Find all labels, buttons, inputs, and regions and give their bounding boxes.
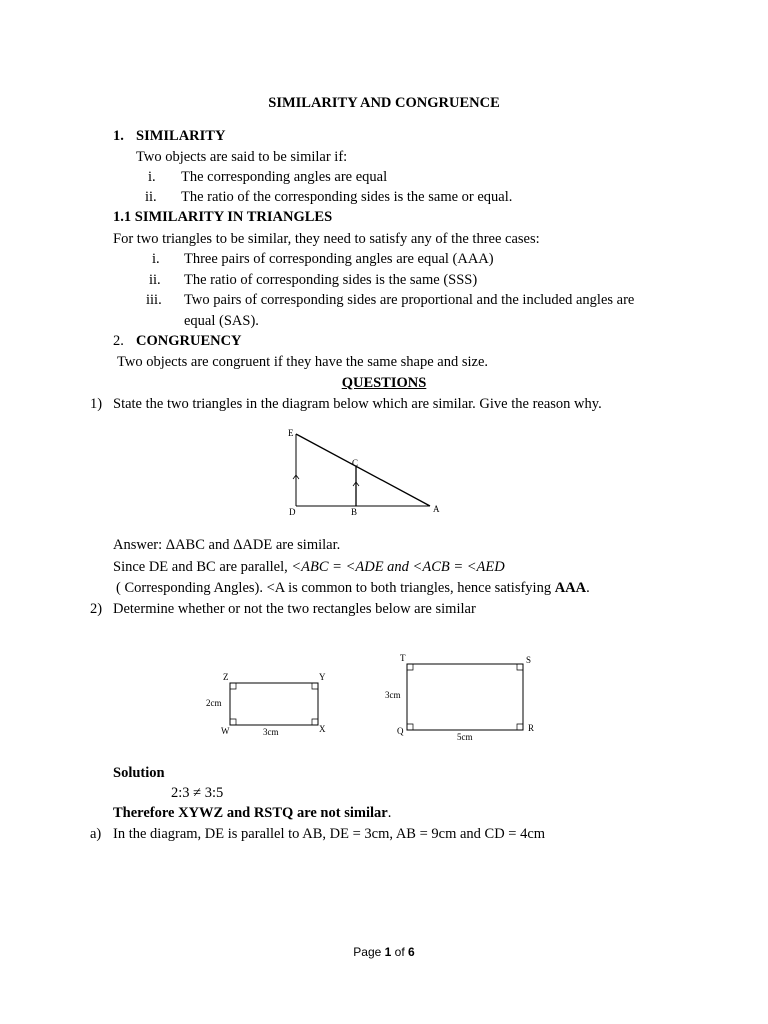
footer-of: of — [391, 945, 409, 959]
label-b: B — [351, 507, 358, 517]
section-1-heading: SIMILARITY — [136, 128, 226, 144]
right-angle-mark — [230, 719, 236, 725]
section-2-heading: CONGRUENCY — [136, 333, 242, 349]
label-y: Y — [319, 672, 326, 682]
list-item: The ratio of corresponding sides is the same (SSS) — [184, 272, 478, 288]
triangle-diagram — [280, 424, 450, 520]
question-2-text: Determine whether or not the two rectangles below are similar — [113, 601, 476, 617]
label-w: W — [221, 726, 230, 736]
side-ea — [296, 434, 430, 506]
label-s: S — [526, 655, 532, 665]
rectangle-xywz — [230, 683, 318, 725]
page-title: SIMILARITY AND CONGRUENCE — [268, 95, 500, 111]
right-angle-mark — [230, 683, 236, 689]
list-item: The ratio of the corresponding sides is the same or equal. — [181, 189, 513, 205]
list-item: The corresponding angles are equal — [181, 169, 388, 185]
base-label-5cm: 5cm — [457, 732, 473, 742]
list-num: ii. — [149, 272, 161, 288]
label-c: C — [352, 458, 359, 468]
footer-page-prefix: Page — [353, 945, 385, 959]
reason-line — [116, 579, 590, 597]
rectangles-diagram — [195, 648, 555, 748]
section-1-1-intro: For two triangles to be similar, they need to satisfy any of the three cases: — [113, 231, 540, 247]
question-a-text: In the diagram, DE is parallel to AB, DE = 3cm, AB = 9cm and CD = 4cm — [113, 826, 546, 842]
angle-equation: <ABC = <ADE and <ACB = <AED — [291, 559, 505, 575]
page-footer — [0, 943, 768, 961]
questions-heading: QUESTIONS — [341, 375, 427, 391]
label-q: Q — [397, 726, 404, 736]
right-angle-mark — [517, 664, 523, 670]
list-num: iii. — [146, 292, 162, 308]
section-1-1-heading: 1.1 SIMILARITY IN TRIANGLES — [113, 209, 333, 225]
conclusion-line — [113, 804, 391, 822]
question-1-number: 1) — [90, 396, 103, 412]
question-2-number: 2) — [90, 601, 103, 617]
section-2-intro: Two objects are congruent if they have the same shape and size. — [117, 354, 489, 370]
rectangle-rstq — [407, 664, 523, 730]
list-num: i. — [152, 251, 160, 267]
label-x: X — [319, 724, 326, 734]
reason-aaa: AAA — [554, 580, 587, 596]
question-1-text: State the two triangles in the diagram below which are similar. Give the reason why. — [113, 396, 602, 412]
footer-page-number: 1 — [384, 945, 392, 959]
right-angle-mark — [517, 724, 523, 730]
solution-label: Solution — [113, 765, 165, 781]
reason-end: . — [586, 580, 590, 596]
right-angle-mark — [407, 724, 413, 730]
side-label-2cm: 2cm — [206, 698, 222, 708]
list-num: i. — [148, 169, 156, 185]
conclusion-text: Therefore XYWZ and RSTQ are not similar — [113, 805, 388, 821]
right-angle-mark — [312, 683, 318, 689]
list-item-continuation: equal (SAS). — [184, 313, 259, 329]
section-1-intro: Two objects are said to be similar if: — [136, 149, 348, 165]
question-a-number: a) — [90, 826, 102, 842]
list-item: Two pairs of corresponding sides are proportional and the included angles are — [184, 292, 635, 308]
since-line — [113, 558, 505, 576]
answer-line: Answer: ΔABC and ΔADE are similar. — [113, 537, 341, 553]
section-2-number: 2. — [113, 333, 124, 349]
section-1-number: 1. — [113, 128, 124, 144]
right-angle-mark — [312, 719, 318, 725]
label-r: R — [528, 723, 535, 733]
reason-text: ( Corresponding Angles). <A is common to both triangles, hence satisfying — [116, 580, 555, 596]
label-t: T — [400, 653, 406, 663]
solution-ratio: 2:3 ≠ 3:5 — [171, 785, 224, 801]
side-label-3cm: 3cm — [385, 690, 401, 700]
right-angle-mark — [407, 664, 413, 670]
label-a: A — [433, 504, 440, 514]
label-d: D — [289, 507, 296, 517]
conclusion-period: . — [387, 805, 392, 821]
label-e: E — [288, 428, 294, 438]
footer-page-total: 6 — [408, 945, 415, 959]
base-label-3cm: 3cm — [263, 727, 279, 737]
list-num: ii. — [145, 189, 157, 205]
label-z: Z — [223, 672, 229, 682]
list-item: Three pairs of corresponding angles are equal (AAA) — [184, 251, 494, 267]
since-text: Since DE and BC are parallel, — [113, 559, 292, 575]
